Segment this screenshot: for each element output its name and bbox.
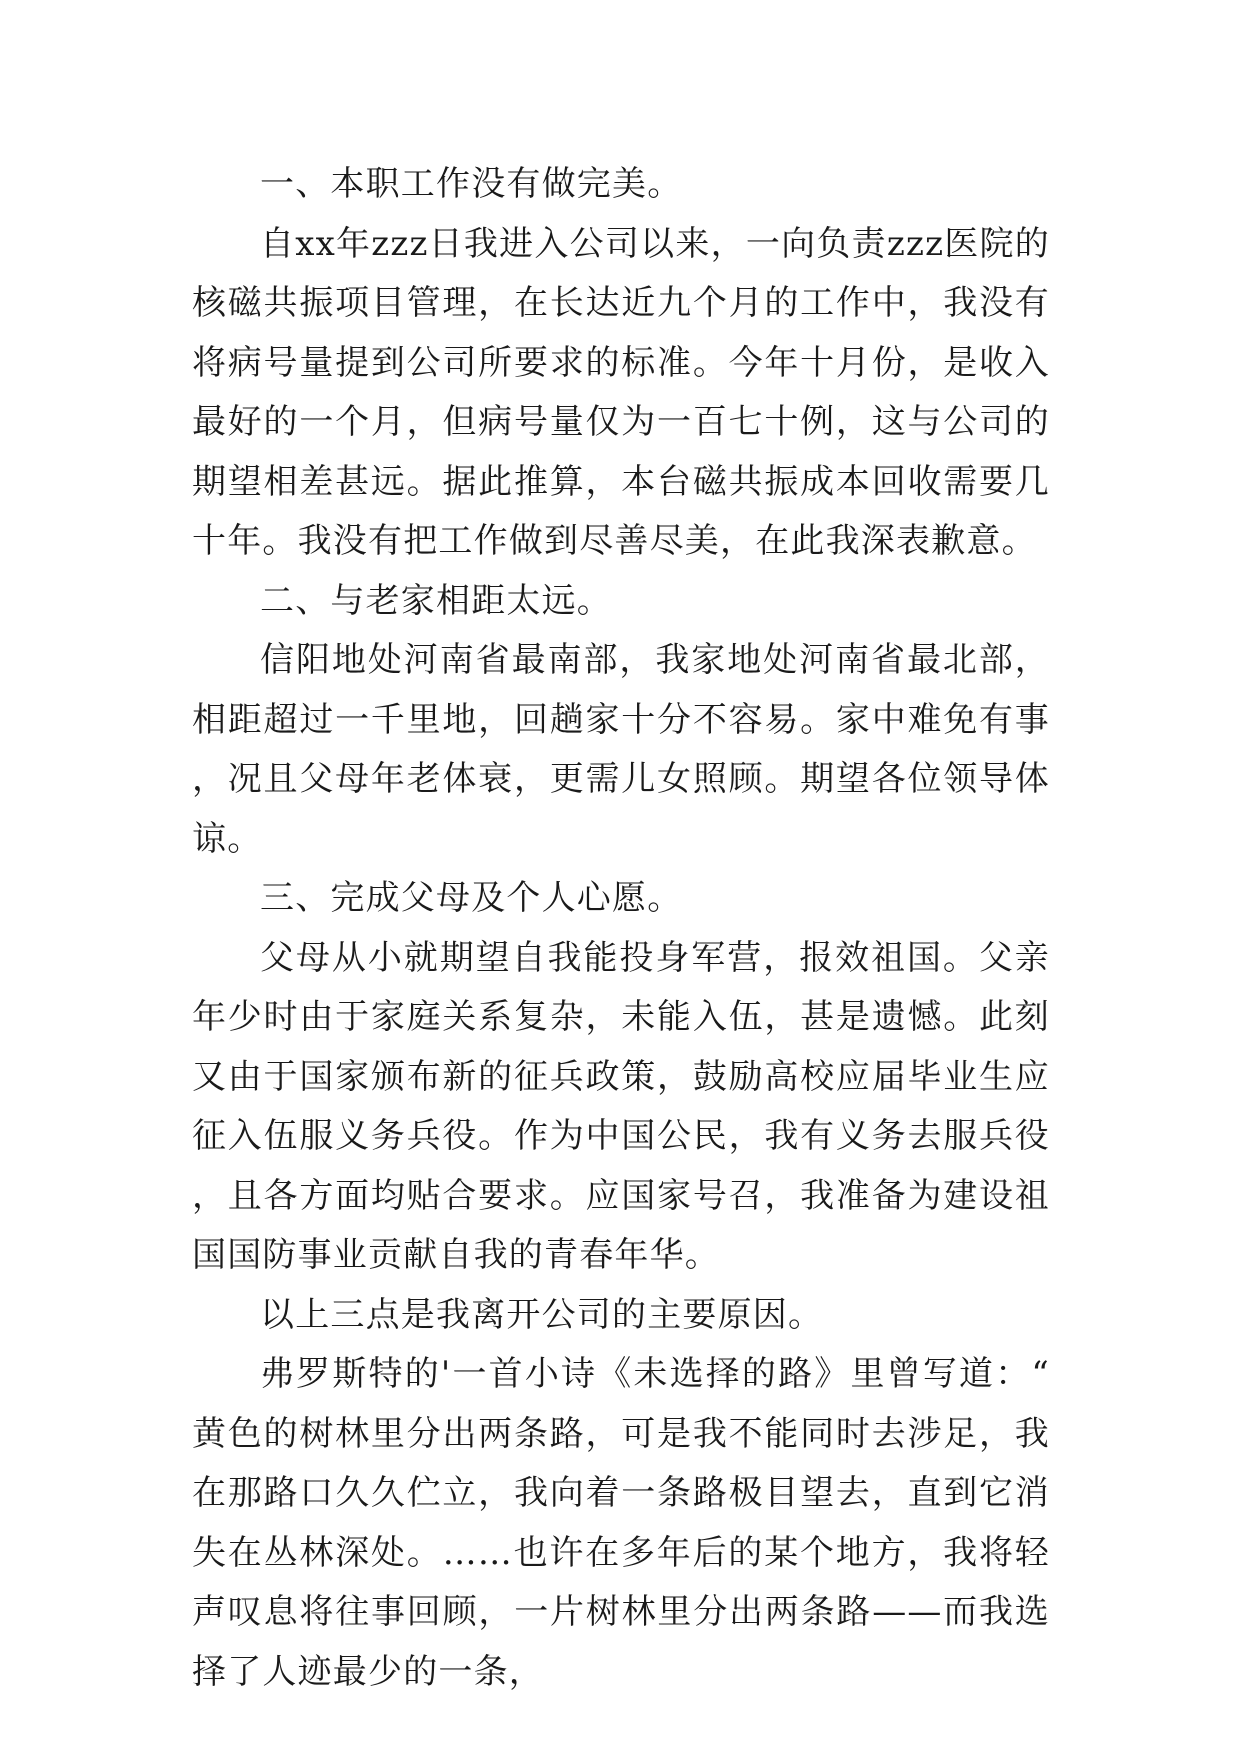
paragraph-poem-quote: 弗罗斯特的'一首小诗《未选择的路》里曾写道：“黄色的树林里分出两条路，可是我不能同时去涉足，我在那路口久久伫立，我向着一条路极目望去，直到它消失在丛林深处。……也许在多年后的某个地方，我将轻声叹息将往事回顾，一片树林里分出两条路——而我选择了人迹最少的一条， bbox=[192, 1354, 1050, 1692]
section-heading-2: 二、与老家相距太远。 bbox=[260, 580, 612, 621]
paragraph-work-performance: 自xx年zzz日我进入公司以来，一向负责zzz医院的核磁共振项目管理，在长达近九个月的工作中，我没有将病号量提到公司所要求的标准。今年十月份，是收入最好的一个月，但病号量仅为一百七十例，这与公司的期望相差甚远。据此推算，本台磁共振成本回收需要几十年。我没有把工作做到尽善尽美，在此我深表歉意。 bbox=[192, 223, 1050, 561]
section-heading-3: 三、完成父母及个人心愿。 bbox=[260, 878, 683, 918]
section-heading-1: 一、本职工作没有做完美。 bbox=[260, 164, 683, 204]
paragraph-military-service: 父母从小就期望自我能投身军营，报效祖国。父亲年少时由于家庭关系复杂，未能入伍，甚是遗憾。此刻又由于国家颁布新的征兵政策，鼓励高校应届毕业生应征入伍服义务兵役。作为中国公民，我有义务去服兵役，且各方面均贴合要求。应国家号召，我准备为建设祖国国防事业贡献自我的青春年华。 bbox=[192, 937, 1050, 1275]
paragraph-distance-home: 信阳地处河南省最南部，我家地处河南省最北部，相距超过一千里地，回趟家十分不容易。家中难免有事，况且父母年老体衰，更需儿女照顾。期望各位领导体谅。 bbox=[192, 640, 1050, 859]
paragraph-summary: 以上三点是我离开公司的主要原因。 bbox=[260, 1294, 824, 1335]
body-text bbox=[192, 155, 1050, 1702]
